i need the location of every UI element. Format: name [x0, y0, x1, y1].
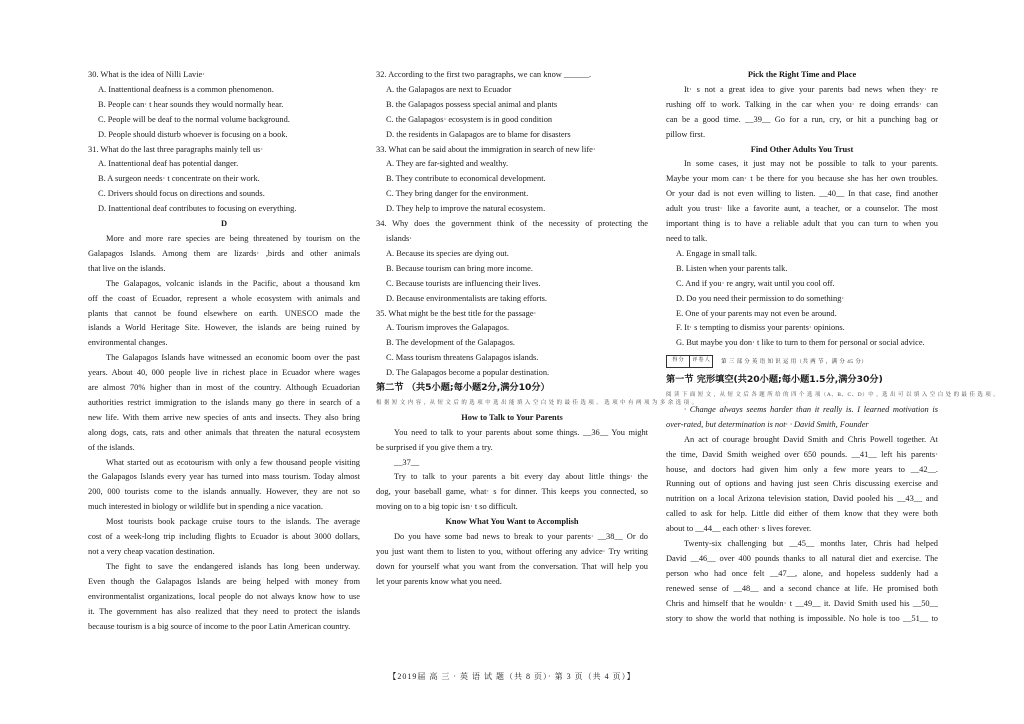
text-line: A. the Galapagos are next to Ecuador [386, 84, 512, 94]
text-line: islands· [386, 233, 413, 243]
text-line: The Galapagos Islands have witnessed an economic boom over the past [106, 353, 360, 363]
text-line: the time, David Smith weighed over 650 pounds. __41__ left his parents· [666, 449, 938, 459]
text-line: environmental changes. [88, 338, 168, 348]
text-line: 31. What do the last three paragraphs mainly tell us· [88, 144, 264, 154]
text-line: let your parents know what you need. [376, 576, 502, 586]
text-line: islands a World Heritage Site. However, the islands are being ruined by [88, 323, 360, 333]
text-line: 根 据 短 文 内 容 ，从 短 文 后 的 选 项 中 选 出 能 填 入 空 白 处 的 最 佳 选 项 。 选 项 中 有 两 项 为 多 余 选 项 。 [376, 399, 698, 406]
text-line: D. the residents in Galapagos are to blame for disasters [386, 129, 571, 139]
text-line: are almost 70% higher than in most of the country. Although Ecuadorian [88, 383, 360, 393]
text-line: A. Inattentional deafness is a common phenomenon. [98, 84, 274, 94]
text-line: important thing is to have a reliable adult that you can turn to when you [666, 219, 938, 229]
text-line: A. They are far-sighted and wealthy. [386, 159, 509, 169]
text-line: plants that cannot be found elsewhere on earth. UNESCO made the [88, 308, 360, 318]
text-line: D. People should disturb whoever is focusing on a book. [98, 129, 288, 139]
text-line: C. And if you· re angry, wait until you cool off. [676, 278, 835, 288]
text-line: much interested in biology or wildlife but in spending a nice vacation. [88, 502, 323, 512]
text-line: moving on to a big topic isn· t so difficult. [376, 502, 518, 512]
text-line: renewed sense of __48__ and a second chance at life. He promised both [666, 583, 938, 593]
text-line: dog, your baseball game, what· s for dinner. This keeps you connected, so [376, 487, 648, 497]
text-line: rushing off to work. Talking in the car when you· re doing errands· can [666, 99, 938, 109]
text-line: years. About 40, 000 people live in richest place in Ecuador where wages [88, 368, 360, 378]
text-line: 阅 读 下 面 短 文 ，从 短 文 后 各 题 所 给 的 四 个 选 项（A、B、C、D）中 ，选 出 可 以 填 入 空 白 处 的 最 佳 选 项 。 [666, 392, 1000, 399]
text-line: G. But maybe you don· t like to turn to them for personal or social advice. [676, 338, 925, 348]
text-line: B. They contribute to economical development. [386, 174, 546, 184]
text-line: 35. What might be the best title for the passage· [376, 308, 537, 318]
text-line: E. One of your parents may not even be around. [676, 308, 837, 318]
text-line: Find Other Adults You Trust [750, 144, 854, 154]
text-line: __37__ [394, 457, 420, 467]
text-line: Know What You Want to Accomplish [445, 517, 579, 527]
text-line: D. They help to improve the natural ecosystem. [386, 204, 546, 214]
text-line: house, and doctors had given him only a few more years to __42__. [666, 464, 938, 474]
text-line: C. the Galapagos· ecosystem is in good condition [386, 114, 553, 124]
text-line: Even though the Galapagos Islands are being helped with money from [88, 576, 360, 586]
text-line: Galapagos Islands. Among them are lizards· ,birds and other animals [88, 248, 360, 258]
text-line: B. A surgeon needs· t concentrate on their work. [98, 174, 260, 184]
column-left [88, 68, 360, 634]
text-line: 30. What is the idea of Nilli Lavie· [88, 70, 206, 79]
text-line: because tourism is a big source of income to the poor Latin American country. [88, 621, 351, 631]
text-line: 33. What can be said about the immigration in search of new life· [376, 144, 596, 154]
text-line: you just want them to listen to you, without offering any advice· Try writing [376, 547, 648, 556]
text-line: called to ask for help. Little did either of them know that they were both [666, 509, 938, 519]
text-line: 第二节 （共5小题;每小题2分,满分10分） [376, 382, 550, 394]
text-line: C. Drivers should focus on directions and sounds. [98, 189, 265, 199]
text-line: not a very cheap vacation destination. [88, 547, 215, 556]
text-line: A. Because its species are dying out. [386, 248, 509, 258]
text-line: D. Because environmentalists are taking efforts. [386, 293, 548, 303]
text-line: B. Because tourism can bring more income. [386, 263, 533, 273]
text-line: be surprised if you give them a try. [376, 442, 493, 452]
text-line: off the coast of Ecuador, represent a whole ecosystem with animals and [88, 293, 360, 303]
text-line: C. Mass tourism threatens Galapagos islands. [386, 353, 539, 363]
text-line: A. Engage in small talk. [676, 248, 757, 258]
text-line: In some cases, it just may not be possible to talk to your parents. [684, 159, 938, 169]
text-line: 第一节 完形填空(共20小题;每小题1.5分,满分30分) [666, 374, 883, 386]
part-three-heading: 第 三 部 分 英 语 知 识 运 用（共 两 节 ，满 分 45 分） [721, 359, 868, 366]
text-line: Do you have some bad news to break to your parents· __38__ Or do [394, 532, 648, 542]
text-line: An act of courage brought David Smith and Chris Powell together. At [684, 434, 938, 444]
text-line: C. Because tourists are influencing their lives. [386, 278, 541, 288]
text-line: about to __44__ each other· s lives forever. [666, 524, 812, 534]
text-line: nutrition on a local Arizona television station, David pooled his __43__ and [666, 494, 938, 504]
text-line: along dogs, cats, rats and other animals that threaten the natural ecosystem [88, 427, 360, 437]
text-line: What started out as ecotourism with only a few thousand people visiting [106, 457, 360, 467]
grader-cell: 评 卷 人 [692, 357, 710, 363]
score-bar [666, 354, 938, 370]
text-line: It· s not a great idea to give your parents bad news when they· re [684, 84, 938, 94]
text-line: person who had once felt __47__, alone, and hopeless suddenly had a [666, 568, 938, 578]
text-line: can be a good time. __39__ Go for a run, cry, or hit a punching bag or [666, 114, 938, 124]
text-line: The fight to save the endangered islands has long been underway. [106, 561, 360, 571]
text-line: · Change always seems harder than it really is. I learned motivation is [684, 404, 938, 414]
text-line: F. It· s tempting to dismiss your parents· opinions. [676, 323, 845, 333]
text-line: pillow first. [666, 129, 706, 139]
text-line: 34. Why does the government think of the necessity of protecting the [376, 219, 648, 229]
text-line: D. Do you need their permission to do something· [676, 293, 845, 303]
text-line: David __46__ over 400 pounds thanks to all natural diet and exercise. The [666, 554, 938, 563]
text-line: cost of a week-long trip including flights to Ecuador is about 3000 dollars, [88, 532, 360, 542]
text-line: B. People can· t hear sounds they would normally hear. [98, 99, 284, 109]
text-line: Try to talk to your parents a bit every day about little things· the [394, 472, 648, 482]
text-line: Twenty-six challenging but __45__ months later, Chris had helped [684, 539, 938, 549]
text-line: need to talk. [666, 233, 708, 243]
text-line: Pick the Right Time and Place [747, 70, 857, 79]
score-cell: 得 分 [667, 356, 690, 367]
text-line: authorities restrict immigration to the islands many go there in search of a [88, 397, 360, 407]
text-line: B. Listen when your parents talk. [676, 263, 788, 273]
text-line: More and more rare species are being threatened by tourism on the [106, 233, 360, 243]
text-line: Running out of options and having just seen Chris discussing exercise and [666, 479, 938, 489]
text-line: down for yourself what you want from the conversation. That will help you [376, 561, 648, 571]
text-line: over-rated, but determination is not· · David Smith, Founder [666, 419, 869, 429]
text-line: You need to talk to your parents about some things. __36__ You might [394, 427, 648, 437]
text-line: that live on the islands. [88, 263, 166, 273]
text-line: 32. According to the first two paragraphs, we can know ______. [376, 70, 592, 79]
text-line: C. People will be deaf to the normal volume background. [98, 114, 290, 124]
text-line: B. The development of the Galapagos. [386, 338, 515, 348]
text-line: it. The government has also realized that they need to protect the islands [88, 606, 360, 616]
text-line: of the islands. [88, 442, 135, 452]
text-line: Chris and himself that he wouldn· t __49__ it. David Smith used his __50__ [666, 598, 938, 608]
text-line: D. Inattentional deaf contributes to focusing on everything. [98, 204, 297, 214]
text-line: 200, 000 tourists come to the islands annually. However, they are not so [88, 487, 360, 497]
text-line: A. Tourism improves the Galapagos. [386, 323, 510, 333]
text-line: How to Talk to Your Parents [461, 412, 563, 422]
text-line: Or your dad is not even willing to listen. __40__ In that case, find another [666, 189, 938, 199]
text-line: environmentalist organizations, local people do not always know how to use [88, 591, 360, 601]
page-footer: 【2019届 高 三 · 英 语 试 题（共 8 页）· 第 3 页（共 4 页）】 [388, 672, 636, 681]
text-line: D. The Galapagos become a popular destination. [386, 368, 550, 378]
text-line: adult you trust· like a favorite aunt, a teacher, or a counselor. The most [666, 204, 938, 214]
text-line: D [220, 219, 228, 229]
column-right [666, 68, 1000, 627]
text-line: A. Inattentional deaf has potential danger. [98, 159, 239, 169]
score-box [666, 355, 713, 368]
text-line: Most tourists book package cruise tours to the islands. The average [106, 517, 360, 527]
text-line: B. the Galapagos possess special animal and plants [386, 99, 558, 109]
text-line: the Galapagos Islands every year has turned into mass tourism. Today almost [88, 472, 360, 482]
text-line: The Galapagos, volcanic islands in the Pacific, about a thousand km [106, 278, 360, 288]
text-line: Maybe your mom can· t be there for you because she has her own troubles. [666, 174, 938, 184]
text-line: new life. With them arrive new species of ants and insects. They also bring [88, 412, 360, 422]
text-line: C. They bring danger for the environment. [386, 189, 529, 199]
text-line: story to show the world that nothing is impossible. No hole is too __51__ to [666, 613, 938, 623]
